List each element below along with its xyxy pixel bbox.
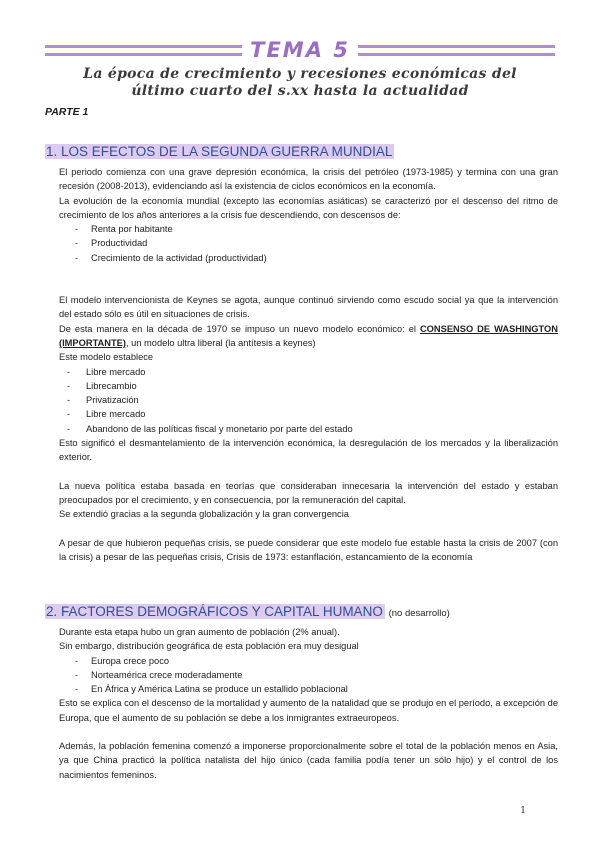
paragraph: El modelo intervencionista de Keynes se agota, aunque continuó sirviendo como escudo social ya que la intervención del estado sólo es útil en situaciones de crisis. <box>59 295 558 320</box>
section-1-heading-text: 1. LOS EFECTOS DE LA SEGUNDA GUERRA MUNDIAL <box>46 144 393 159</box>
page-title: TEMA 5 <box>242 36 358 64</box>
list-item: - Abandono de las políticas fiscal y monetario por parte del estado <box>59 422 558 436</box>
list-item: - Productividad <box>59 236 558 250</box>
list-item: - Renta por habitante <box>59 222 558 236</box>
paragraph: El periodo comienza con una grave depresión económica, la crisis del petróleo (1973-1985) y termina con una gran recesión (2008-2013), evidenciando así la existencia de ciclos económicos en la economía. <box>59 167 558 192</box>
paragraph: La evolución de la economía mundial (excepto las economías asiáticas) se caracterizó por el descenso del ritmo de crecimiento de los años anteriores a la crisis fue descendiendo, con descensos de: <box>59 195 558 220</box>
section-2-body <box>59 625 558 782</box>
section-1-heading <box>45 143 394 161</box>
paragraph: Esto significó el desmantelamiento de la intervención económica, la desregulación de los mercados y la liberalización exterior. <box>59 438 558 463</box>
page-subtitle: La época de crecimiento y recesiones económicas del último cuarto del s.xx hasta la actualidad <box>83 66 517 99</box>
model-list <box>59 365 558 436</box>
paragraph: Además, la población femenina comenzó a imponerse proporcionalmente sobre el total de la población menos en Asia, ya que China practicó la política natalista del hijo único (cada familia podía tener un sólo hijo) y el control de los nacimientos femeninos. <box>59 741 558 780</box>
section-2-heading <box>45 603 450 623</box>
section-1-body <box>59 165 558 564</box>
list-item: - Libre mercado <box>59 365 558 379</box>
paragraph: A pesar de que hubieron pequeñas crisis, se puede considerar que este modelo fue estable hasta la crisis de 2007 (con la crisis) a pesar de las pequeñas crisis, Crisis de 1973: estanflación, estancamiento de la economía <box>59 537 558 562</box>
list-item: - Norteamérica crece moderadamente <box>59 668 558 682</box>
list-item: - Librecambio <box>59 379 558 393</box>
washington-consensus-highlight: CONSENSO DE WASHINGTON (IMPORTANTE) <box>59 323 558 348</box>
list-item: - Crecimiento de la actividad (productividad) <box>59 251 558 265</box>
paragraph: Durante esta etapa hubo un gran aumento de población (2% anual). <box>59 627 340 637</box>
paragraph-text: , un modelo ultra liberal (la antítesis a keynes) <box>125 337 316 348</box>
list-item: - Libre mercado <box>59 407 558 421</box>
paragraph: Esto se explica con el descenso de la mortalidad y aumento de la natalidad que se produjo en el período, a excepción de Europa, que el aumento de su población se debe a los inmigrantes extraeuropeos. <box>59 698 558 723</box>
part-label: PARTE 1 <box>45 106 89 118</box>
paragraph-text: De esta manera en la década de 1970 se impuso un nuevo modelo económico: el <box>59 323 420 334</box>
section-2-heading-text: 2. FACTORES DEMOGRÁFICOS Y CAPITAL HUMANO <box>46 604 383 619</box>
list-item: - Privatización <box>59 393 558 407</box>
paragraph: Este modelo establece <box>59 352 154 363</box>
list-item: - En África y América Latina se produce un estallido poblacional <box>59 682 558 696</box>
population-list <box>59 654 558 697</box>
section-2-note: (no desarrollo) <box>388 608 450 619</box>
decline-list <box>59 222 558 265</box>
paragraph <box>59 322 558 351</box>
paragraph: La nueva política estaba basada en teorías que consideraban innecesaria la intervención del estado y estaban preocupados por el crecimiento, y en consecuencia, por la remuneración del capital. <box>59 480 558 505</box>
page-number: 1 <box>520 806 526 816</box>
paragraph: Se extendió gracias a la segunda globalización y la gran convergencia <box>59 509 349 520</box>
title-banner <box>45 36 555 64</box>
list-item: - Europa crece poco <box>59 654 558 668</box>
paragraph: Sin embargo, distribución geográfica de esta población era muy desigual <box>59 641 359 652</box>
